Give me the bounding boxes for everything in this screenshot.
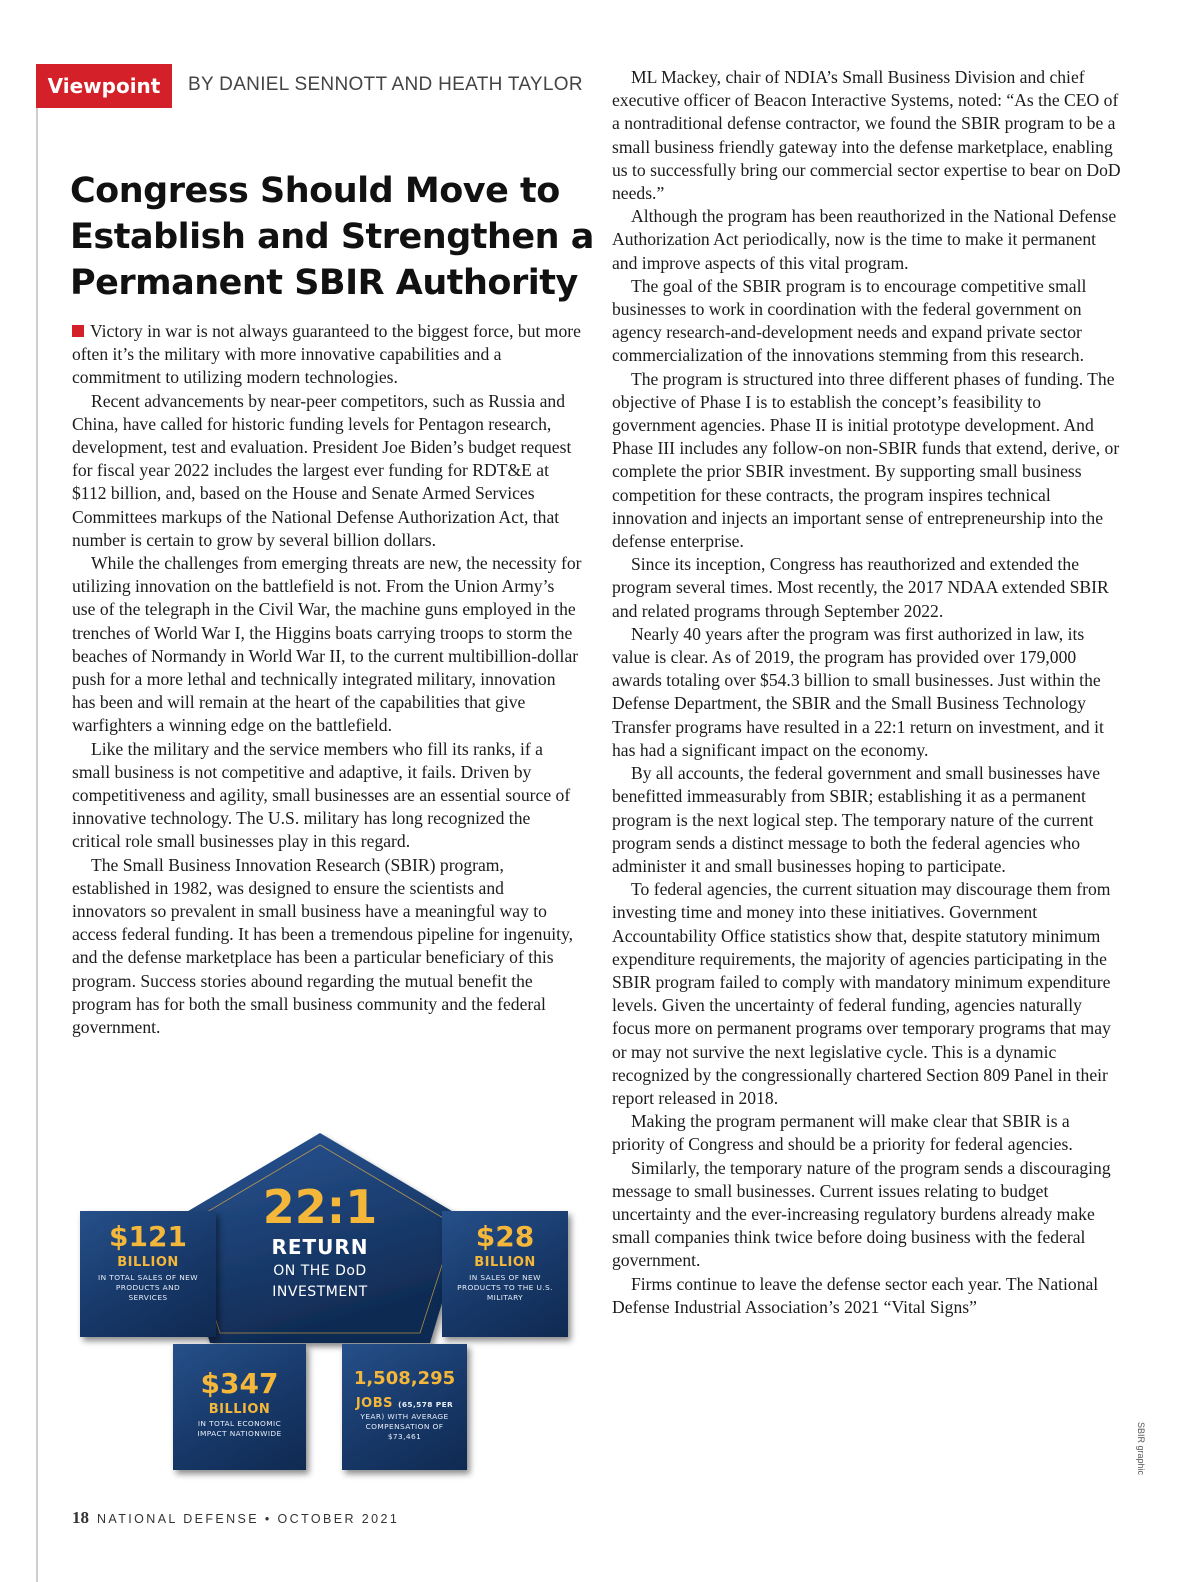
stat-unit: JOBS bbox=[355, 1396, 394, 1411]
paragraph: Nearly 40 years after the program was first authorized in law, its value is clear. As of 2019, the program has provided over 179,000 awards totaling over $54.3 billion to small businesses. Just within the Defense Department, the SBIR and the Small Business Technology Transfer programs have resulted in a 22:1 return on investment, and it has had a significant impact on the economy. bbox=[612, 623, 1104, 760]
section-tag: Viewpoint bbox=[36, 64, 172, 108]
paragraph: While the challenges from emerging threats are new, the necessity for utilizing innovation on the battlefield is not. From the Union Army’s use of the telegraph in the Civil War, the machine guns employed in the trenches of World War I, the Higgins boats carrying troops to storm the beaches of Normandy in World War II, to the current multibillion-dollar push for a more lethal and technically integrated military, innovation has been and will remain at the heart of the capabilities that give warfighters a winning edge on the battlefield. bbox=[72, 553, 582, 736]
paragraph: Similarly, the temporary nature of the program sends a discouraging message to small businesses. Current issues relating to budget uncertainty and the ever-increasing regulatory burdens already make small companies think twice before doing business with the federal government. bbox=[612, 1157, 1111, 1271]
stat-line: INVESTMENT bbox=[272, 1284, 368, 1300]
stat-unit: BILLION bbox=[117, 1255, 179, 1270]
paragraph: Making the program permanent will make clear that SBIR is a priority of Congress and should be a priority for federal agencies. bbox=[612, 1111, 1073, 1155]
stat-description: IN SALES OF NEW PRODUCTS TO THE U.S. MILITARY bbox=[457, 1273, 553, 1302]
stat-box-right bbox=[442, 1211, 568, 1337]
paragraph: Although the program has been reauthorized in the National Defense Authorization Act periodically, now is the time to make it permanent and improve aspects of this vital program. bbox=[612, 206, 1117, 273]
stat-line: ON THE DoD bbox=[273, 1263, 367, 1279]
stat-unit: BILLION bbox=[474, 1255, 536, 1270]
stat-box-bottom-left bbox=[173, 1344, 306, 1470]
graphic-credit: SBIR graphic bbox=[1136, 1422, 1146, 1476]
paragraph: Victory in war is not always guaranteed to the biggest force, but more often it’s the military with more innovative capabilities and a commitment to utilizing modern technologies. bbox=[72, 321, 581, 388]
paragraph: By all accounts, the federal government and small businesses have benefitted immeasurably from SBIR; establishing it as a permanent program is the next logical step. The temporary nature of the current program sends a distinct message to both the federal agencies who administer it and small businesses hoping to participate. bbox=[612, 763, 1101, 876]
page-footer bbox=[72, 1508, 399, 1528]
page-number: 18 bbox=[72, 1508, 89, 1527]
red-square-icon bbox=[72, 325, 84, 337]
article-column-left bbox=[72, 320, 582, 1039]
stat-description: IN TOTAL ECONOMIC IMPACT NATIONWIDE bbox=[197, 1419, 282, 1438]
stat-value: $347 bbox=[200, 1367, 279, 1400]
stat-value: 22:1 bbox=[262, 1180, 378, 1234]
paragraph: ML Mackey, chair of NDIA’s Small Business Division and chief executive officer of Beacon Interactive Systems, noted: “As the CEO of a nontraditional defense contractor, we found the SBIR program to be a small business friendly gateway into the defense marketplace, enabling us to successfully bring our commercial sector expertise to bear on DoD needs.” bbox=[612, 67, 1121, 204]
stat-unit-row bbox=[342, 1392, 467, 1411]
margin-rule bbox=[36, 108, 38, 1582]
stat-box-bottom-right bbox=[342, 1344, 467, 1470]
stat-line: RETURN bbox=[271, 1235, 369, 1259]
publication-line: NATIONAL DEFENSE • OCTOBER 2021 bbox=[97, 1512, 400, 1526]
article-column-right bbox=[612, 66, 1122, 1319]
paragraph: The Small Business Innovation Research (SBIR) program, established in 1982, was designed to ensure the scientists and innovators so prevalent in small business have a meaningful way to access federal funding. It has been a tremendous pipeline for ingenuity, and the defense marketplace has been a particular beneficiary of this program. Success stories abound regarding the mutual benefit the program has for both the small business community and the federal government. bbox=[72, 854, 574, 1038]
paragraph: To federal agencies, the current situation may discourage them from investing time and money into these initiatives. Government Accountability Office statistics show that, despite statutory minimum expenditure requirements, the majority of agencies participating in the SBIR program failed to comply with mandatory minimum expenditure levels. Given the uncertainty of federal funding, agencies naturally focus more on permanent programs over temporary programs that may or may not survive the next legislative cycle. This is a dynamic recognized by the congressionally chartered Section 809 Panel in their report released in 2018. bbox=[612, 879, 1111, 1108]
paragraph: Recent advancements by near-peer competitors, such as Russia and China, have called for historic funding levels for Pentagon research, development, test and evaluation. President Joe Biden’s budget request for fiscal year 2022 includes the largest ever funding for RDT&E at $112 billion, and, based on the House and Senate Armed Services Committees markups of the National Defense Authorization Act, that number is certain to grow by several billion dollars. bbox=[72, 390, 572, 550]
paragraph: The program is structured into three different phases of funding. The objective of Phase I is to establish the concept’s feasibility to government agencies. Phase II is initial prototype development. And Phase III includes any follow-on non-SBIR funds that extend, derive, or complete the prior SBIR investment. By supporting small business competition for these contracts, the program inspires technical innovation and injects an important sense of entrepreneurship into the defense enterprise. bbox=[612, 368, 1120, 552]
stat-value: 1,508,295 bbox=[353, 1368, 456, 1389]
stat-description: YEAR) WITH AVERAGE COMPENSATION OF $73,461 bbox=[360, 1412, 449, 1441]
article-title: Congress Should Move to Establish and Strengthen a Permanent SBIR Authority bbox=[70, 171, 594, 303]
paragraph: The goal of the SBIR program is to encourage competitive small businesses to work in coordination with the federal government on agency research-and-development needs and expand private sector commercialization of the innovations stemming from this research. bbox=[612, 275, 1087, 366]
stat-value: $28 bbox=[475, 1220, 535, 1253]
center-stat bbox=[220, 1180, 420, 1302]
paragraph: Firms continue to leave the defense sector each year. The National Defense Industrial Association’s 2021 “Vital Signs” bbox=[612, 1273, 1099, 1317]
stat-box-left bbox=[80, 1211, 216, 1337]
sbir-infographic bbox=[70, 1125, 580, 1500]
stat-unit-note: (65,578 PER bbox=[398, 1400, 454, 1409]
stat-unit: BILLION bbox=[208, 1402, 271, 1417]
paragraph: Since its inception, Congress has reauthorized and extended the program several times. Most recently, the 2017 NDAA extended SBIR and related programs through September 2022. bbox=[612, 554, 1109, 621]
stat-value: $121 bbox=[109, 1220, 187, 1253]
stat-description: IN TOTAL SALES OF NEW PRODUCTS AND SERVICES bbox=[98, 1273, 198, 1302]
paragraph: Like the military and the service members who fill its ranks, if a small business is not competitive and adaptive, it fails. Driven by competitiveness and agility, small businesses are an essential source of innovative technology. The U.S. military has long recognized the critical role small businesses play in this regard. bbox=[72, 738, 571, 852]
byline: BY DANIEL SENNOTT AND HEATH TAYLOR bbox=[188, 74, 583, 95]
